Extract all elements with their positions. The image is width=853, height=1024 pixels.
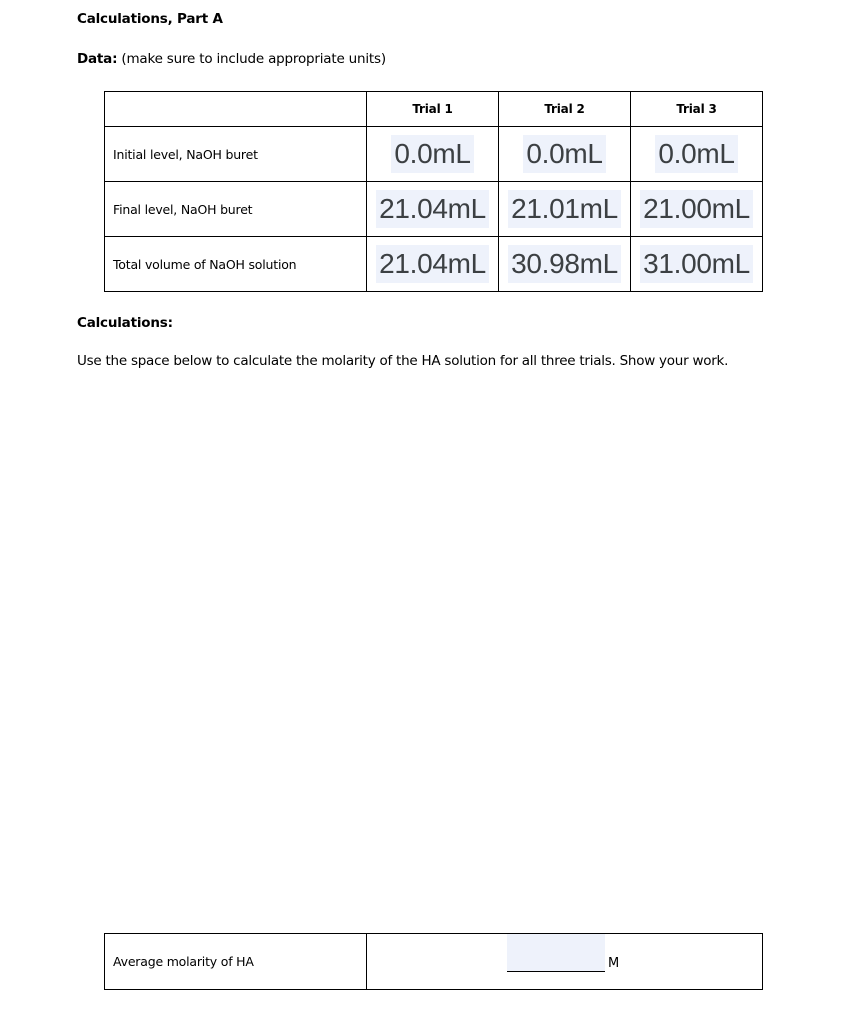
- average-molarity-answer-cell[interactable]: [367, 934, 763, 990]
- initial-level-trial-2-cell[interactable]: [499, 127, 631, 182]
- data-label: Data:: [77, 51, 118, 67]
- table-row: [105, 127, 763, 182]
- total-volume-trial-2-cell[interactable]: [499, 237, 631, 292]
- table-row: [105, 934, 763, 990]
- average-molarity-table: [104, 933, 763, 990]
- calculations-title: Calculations:: [77, 315, 173, 331]
- initial-level-trial-2-value[interactable]: 0.0mL: [523, 135, 605, 173]
- initial-level-trial-3-cell[interactable]: [631, 127, 763, 182]
- total-volume-trial-2-value[interactable]: 30.98mL: [508, 245, 621, 283]
- row-label-final-level: Final level, NaOH buret: [105, 182, 367, 237]
- final-level-trial-2-value[interactable]: 21.01mL: [508, 190, 621, 228]
- data-note: (make sure to include appropriate units): [121, 51, 386, 67]
- table-row: [105, 237, 763, 292]
- final-level-trial-1-value[interactable]: 21.04mL: [376, 190, 489, 228]
- table-row: [105, 182, 763, 237]
- final-level-trial-3-value[interactable]: 21.00mL: [640, 190, 753, 228]
- initial-level-trial-1-value[interactable]: 0.0mL: [391, 135, 473, 173]
- row-label-initial-level: Initial level, NaOH buret: [105, 127, 367, 182]
- final-level-trial-3-cell[interactable]: [631, 182, 763, 237]
- initial-level-trial-1-cell[interactable]: [367, 127, 499, 182]
- header-empty-cell: [105, 92, 367, 127]
- total-volume-trial-1-value[interactable]: 21.04mL: [376, 245, 489, 283]
- header-trial-1: Trial 1: [367, 92, 499, 127]
- table-header-row: [105, 92, 763, 127]
- header-trial-2: Trial 2: [499, 92, 631, 127]
- average-molarity-input[interactable]: [507, 934, 605, 972]
- initial-level-trial-3-value[interactable]: 0.0mL: [655, 135, 737, 173]
- calculations-instruction: Use the space below to calculate the molarity of the HA solution for all three trials. Show your work.: [77, 353, 729, 369]
- final-level-trial-1-cell[interactable]: [367, 182, 499, 237]
- total-volume-trial-1-cell[interactable]: [367, 237, 499, 292]
- data-instruction: [77, 51, 386, 67]
- row-label-total-volume: Total volume of NaOH solution: [105, 237, 367, 292]
- section-heading: Calculations, Part A: [77, 11, 223, 27]
- header-trial-3: Trial 3: [631, 92, 763, 127]
- molarity-unit: M: [608, 956, 620, 971]
- total-volume-trial-3-cell[interactable]: [631, 237, 763, 292]
- data-table: [104, 91, 763, 292]
- total-volume-trial-3-value[interactable]: 31.00mL: [640, 245, 753, 283]
- average-molarity-label: Average molarity of HA: [105, 934, 367, 990]
- final-level-trial-2-cell[interactable]: [499, 182, 631, 237]
